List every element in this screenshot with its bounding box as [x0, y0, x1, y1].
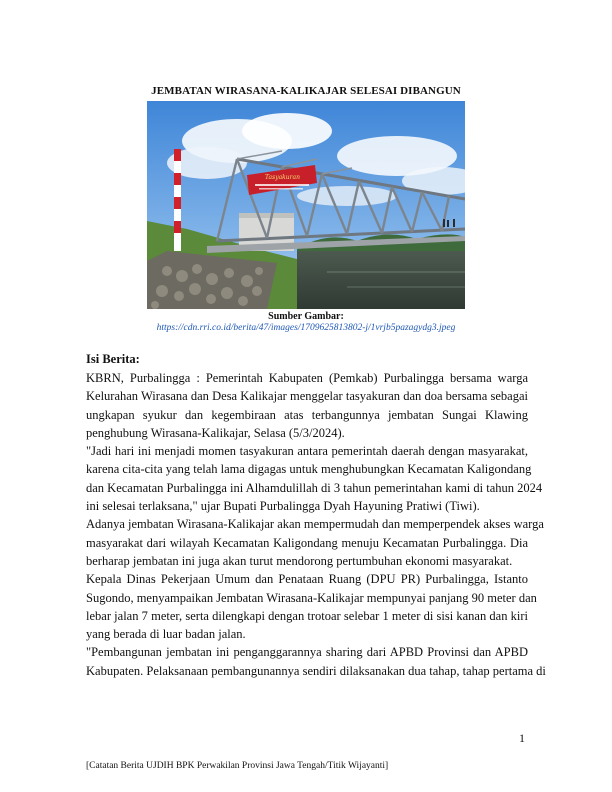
image-source-link[interactable]: https://cdn.rri.co.id/berita/47/images/1709625813802-j/1vrjb5pazagydg3.jpeg	[156, 323, 456, 333]
paragraph-line: "Pembangunan jembatan ini penganggarannya sharing dari APBD Provinsi dan APBD	[86, 645, 528, 660]
paragraph	[86, 570, 537, 643]
paragraph-line: ini selesai terlaksana," ujar Bupati Purbalingga Dyah Hayuning Pratiwi (Tiwi).	[86, 499, 480, 514]
page-number: 1	[519, 731, 525, 745]
paragraph	[86, 515, 544, 570]
paragraph-line: berharap jembatan ini juga akan turut mendorong pertumbuhan ekonomi masyarakat.	[86, 553, 513, 568]
banner-text: Tasyakuran	[265, 174, 300, 181]
paragraph-line: lebar jalan 7 meter, serta dilengkapi dengan trotoar selebar 1 meter di sisi kanan dan kiri	[86, 608, 528, 623]
paragraph-line: Kabupaten. Pelaksanaan pembangunannya sendiri dilaksanakan dua tahap, tahap pertama di	[86, 663, 546, 678]
paragraph-line: masyarakat dari wilayah Kecamatan Kaligondang menuju Kecamatan Purbalingga. Dia	[86, 535, 528, 550]
document-title: JEMBATAN WIRASANA-KALIKAJAR SELESAI DIBANGUN	[151, 85, 461, 97]
paragraph-line: "Jadi hari ini menjadi momen tasyakuran antara pemerintah daerah dengan masyarakat,	[86, 444, 528, 459]
paragraph-line: KBRN, Purbalingga : Pemerintah Kabupaten (Pemkab) Purbalingga bersama warga	[86, 371, 528, 385]
paragraph-line: Kelurahan Wirasana dan Desa Kalikajar menggelar tasyakuran dan doa bersama sebagai	[86, 389, 528, 404]
paragraph-line: yang berada di luar badan jalan.	[86, 627, 246, 642]
paragraph-line: karena cita-cita yang telah lama digagas untuk menghubungkan Kecamatan Kaligondang	[86, 462, 532, 477]
paragraph-line: Adanya jembatan Wirasana-Kalikajar akan mempermudah dan memperpendek akses warga	[86, 517, 544, 532]
paragraph-line: ungkapan syukur dan kegembiraan atas terbangunnya jembatan Sungai Klawing	[86, 407, 528, 422]
paragraph	[86, 643, 546, 680]
bridge-photo	[147, 101, 465, 309]
paragraph-line: Sugondo, menyampaikan Jembatan Wirasana-Kalikajar mempunyai panjang 90 meter dan	[86, 590, 537, 605]
paragraph-line: dan Kecamatan Purbalingga ini Alhamdulillah di 3 tahun pemerintahan kami di tahun 2024	[86, 480, 543, 495]
article-body	[86, 369, 546, 680]
page-footer: [Catatan Berita UJDIH BPK Perwakilan Provinsi Jawa Tengah/Titik Wijayanti]	[86, 761, 389, 771]
paragraph-line: penghubung Wirasana-Kalikajar, Selasa (5/3/2024).	[86, 425, 345, 440]
paragraph	[86, 369, 528, 442]
paragraph	[86, 442, 543, 515]
section-heading: Isi Berita:	[86, 352, 140, 366]
paragraph-line: Kepala Dinas Pekerjaan Umum dan Penataan Ruang (DPU PR) Purbalingga, Istanto	[86, 572, 528, 587]
image-caption-label: Sumber Gambar:	[268, 311, 344, 322]
